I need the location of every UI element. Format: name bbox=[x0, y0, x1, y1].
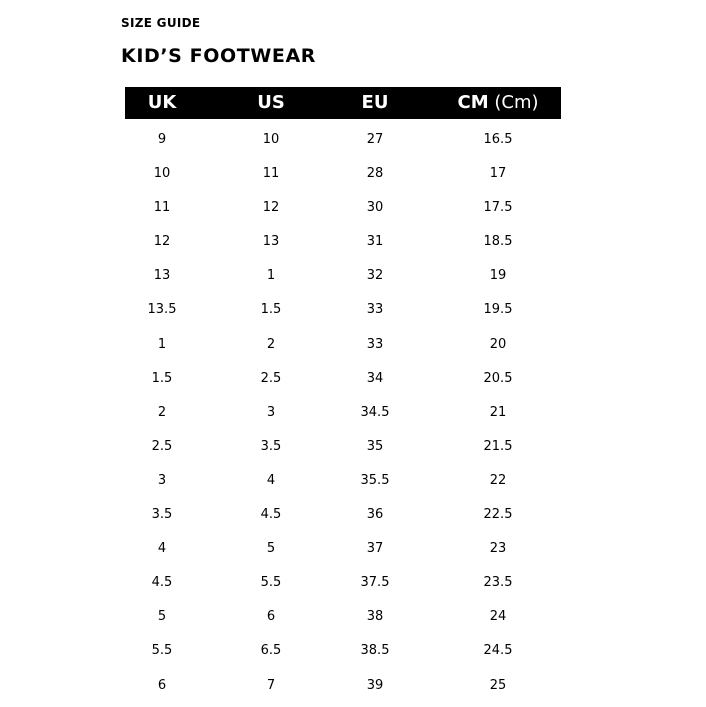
column-header-unit: (Cm) bbox=[488, 92, 539, 113]
table-row bbox=[125, 289, 561, 323]
table-cell-eu: 39 bbox=[366, 677, 384, 693]
table-cell-uk: 6 bbox=[157, 677, 167, 693]
table-row bbox=[125, 187, 561, 221]
column-header-eu bbox=[335, 87, 415, 119]
table-row bbox=[125, 494, 561, 528]
table-cell-cm: 20 bbox=[489, 336, 507, 352]
column-header-label: EU bbox=[361, 92, 389, 113]
table-cell-eu: 35.5 bbox=[360, 472, 390, 488]
table-row bbox=[125, 153, 561, 187]
table-cell-eu: 35 bbox=[366, 438, 384, 454]
table-cell-eu: 34.5 bbox=[360, 404, 390, 420]
table-cell-cm: 24.5 bbox=[483, 643, 513, 659]
table-cell-cm: 20.5 bbox=[483, 370, 513, 386]
table-cell-uk: 5.5 bbox=[151, 643, 173, 659]
table-cell-us: 11 bbox=[262, 166, 280, 182]
column-header-label: CM bbox=[457, 92, 489, 113]
table-cell-cm: 23 bbox=[489, 541, 507, 557]
table-cell-eu: 28 bbox=[366, 166, 384, 182]
table-row bbox=[125, 528, 561, 562]
table-cell-uk: 12 bbox=[153, 234, 171, 250]
table-cell-cm: 17.5 bbox=[483, 200, 513, 216]
table-cell-uk: 3 bbox=[157, 472, 167, 488]
table-cell-uk: 10 bbox=[153, 166, 171, 182]
table-cell-us: 13 bbox=[262, 234, 280, 250]
table-cell-uk: 3.5 bbox=[151, 507, 173, 523]
table-row bbox=[125, 665, 561, 699]
table-cell-uk: 1 bbox=[157, 336, 167, 352]
table-cell-uk: 2 bbox=[157, 404, 167, 420]
table-cell-cm: 22.5 bbox=[483, 507, 513, 523]
table-row bbox=[125, 460, 561, 494]
table-cell-eu: 37 bbox=[366, 541, 384, 557]
column-header-label: US bbox=[257, 92, 285, 113]
table-cell-cm: 21.5 bbox=[483, 438, 513, 454]
table-row bbox=[125, 596, 561, 630]
table-cell-us: 5 bbox=[266, 541, 276, 557]
table-row bbox=[125, 221, 561, 255]
size-table bbox=[125, 87, 561, 699]
table-cell-eu: 38 bbox=[366, 609, 384, 625]
table-cell-cm: 22 bbox=[489, 472, 507, 488]
table-cell-uk: 13.5 bbox=[147, 302, 177, 318]
column-header-us bbox=[231, 87, 311, 119]
table-row bbox=[125, 324, 561, 358]
table-body bbox=[125, 119, 561, 699]
table-cell-eu: 36 bbox=[366, 507, 384, 523]
table-cell-us: 3 bbox=[266, 404, 276, 420]
table-row bbox=[125, 392, 561, 426]
table-cell-uk: 11 bbox=[153, 200, 171, 216]
table-cell-us: 5.5 bbox=[260, 575, 282, 591]
table-cell-us: 2.5 bbox=[260, 370, 282, 386]
table-row bbox=[125, 358, 561, 392]
table-cell-us: 7 bbox=[266, 677, 276, 693]
table-cell-uk: 4 bbox=[157, 541, 167, 557]
table-cell-us: 3.5 bbox=[260, 438, 282, 454]
table-cell-cm: 19.5 bbox=[483, 302, 513, 318]
table-row bbox=[125, 562, 561, 596]
table-cell-us: 2 bbox=[266, 336, 276, 352]
table-cell-uk: 1.5 bbox=[151, 370, 173, 386]
table-cell-eu: 27 bbox=[366, 132, 384, 147]
table-header bbox=[125, 87, 561, 119]
section-eyebrow: SIZE GUIDE bbox=[121, 16, 201, 30]
table-cell-eu: 37.5 bbox=[360, 575, 390, 591]
column-header-cm bbox=[453, 87, 543, 119]
table-cell-uk: 9 bbox=[157, 132, 167, 147]
table-cell-cm: 19 bbox=[489, 268, 507, 284]
page-title: KID’S FOOTWEAR bbox=[121, 45, 316, 67]
table-cell-us: 6.5 bbox=[260, 643, 282, 659]
table-cell-us: 4 bbox=[266, 472, 276, 488]
table-cell-cm: 17 bbox=[489, 166, 507, 182]
table-cell-uk: 2.5 bbox=[151, 438, 173, 454]
table-cell-us: 4.5 bbox=[260, 507, 282, 523]
table-cell-uk: 4.5 bbox=[151, 575, 173, 591]
table-cell-us: 1.5 bbox=[260, 302, 282, 318]
table-cell-eu: 34 bbox=[366, 370, 384, 386]
table-cell-eu: 33 bbox=[366, 302, 384, 318]
table-cell-eu: 30 bbox=[366, 200, 384, 216]
table-cell-cm: 25 bbox=[489, 677, 507, 693]
table-cell-eu: 38.5 bbox=[360, 643, 390, 659]
table-cell-uk: 5 bbox=[157, 609, 167, 625]
table-cell-cm: 18.5 bbox=[483, 234, 513, 250]
table-cell-eu: 31 bbox=[366, 234, 384, 250]
table-cell-us: 6 bbox=[266, 609, 276, 625]
column-header-uk bbox=[125, 87, 199, 119]
table-cell-us: 10 bbox=[262, 132, 280, 147]
table-row bbox=[125, 255, 561, 289]
table-cell-cm: 21 bbox=[489, 404, 507, 420]
table-cell-cm: 16.5 bbox=[483, 132, 513, 147]
table-row bbox=[125, 119, 561, 153]
table-cell-cm: 24 bbox=[489, 609, 507, 625]
table-row bbox=[125, 426, 561, 460]
table-cell-us: 12 bbox=[262, 200, 280, 216]
table-cell-cm: 23.5 bbox=[483, 575, 513, 591]
table-cell-eu: 32 bbox=[366, 268, 384, 284]
table-cell-eu: 33 bbox=[366, 336, 384, 352]
table-cell-us: 1 bbox=[266, 268, 276, 284]
column-header-label: UK bbox=[147, 92, 177, 113]
table-cell-uk: 13 bbox=[153, 268, 171, 284]
table-row bbox=[125, 630, 561, 664]
